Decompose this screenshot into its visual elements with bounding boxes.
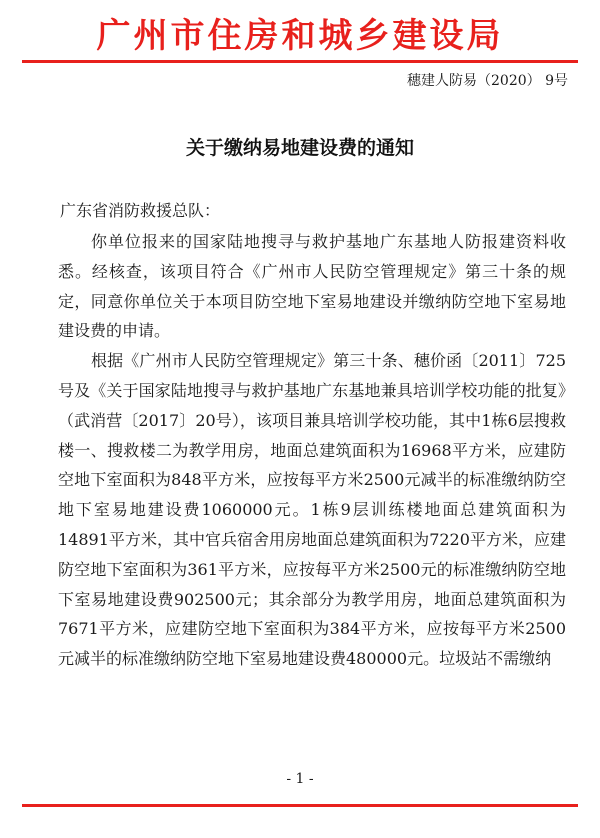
letterhead-agency-name: 广州市住房和城乡建设局 [96,16,504,56]
notice-title: 关于缴纳易地建设费的通知 [185,137,414,159]
letterhead-red-rule [22,60,578,63]
page-number: - 1 - [286,771,314,787]
footer-red-rule [22,804,578,807]
body-paragraph: 根据《广州市人民防空管理规定》第三十条、穗价函〔2011〕725号及《关于国家陆地搜寻与救护基地广东基地兼具培训学校功能的批复》（武消营〔2017〕20号），该项目兼具培训学校功能，其中1栋6层搜救楼一、搜救楼二为教学用房，地面总建筑面积为16968平方米，应建防空地下室面积为848平方米，应按每平方米2500元减半的标准缴纳防空地下室易地建设费1060000元。1栋9层训练楼地面总建筑面积为14891平方米，其中官兵宿舍用房地面总建筑面积为7220平方米，应建防空地下室面积为361平方米，应按每平方米2500元的标准缴纳防空地下室易地建设费902500元；其余部分为教学用房，地面总建筑面积为7671平方米，应建防空地下室面积为384平方米，应按每平方米2500元减半的标准缴纳防空地下室易地建设费480000元。垃圾站不需缴纳 [58,351,566,669]
body-paragraph: 你单位报来的国家陆地搜寻与救护基地广东基地人防报建资料收悉。经核查，该项目符合《广州市人民防空管理规定》第三十条的规定，同意你单位关于本项目防空地下室易地建设并缴纳防空地下室易地建设费的申请。 [58,232,566,341]
notice-body [58,227,566,674]
recipient: 广东省消防救援总队： [60,201,221,220]
document-number: 穗建人防易（2020） 9号 [407,73,568,89]
